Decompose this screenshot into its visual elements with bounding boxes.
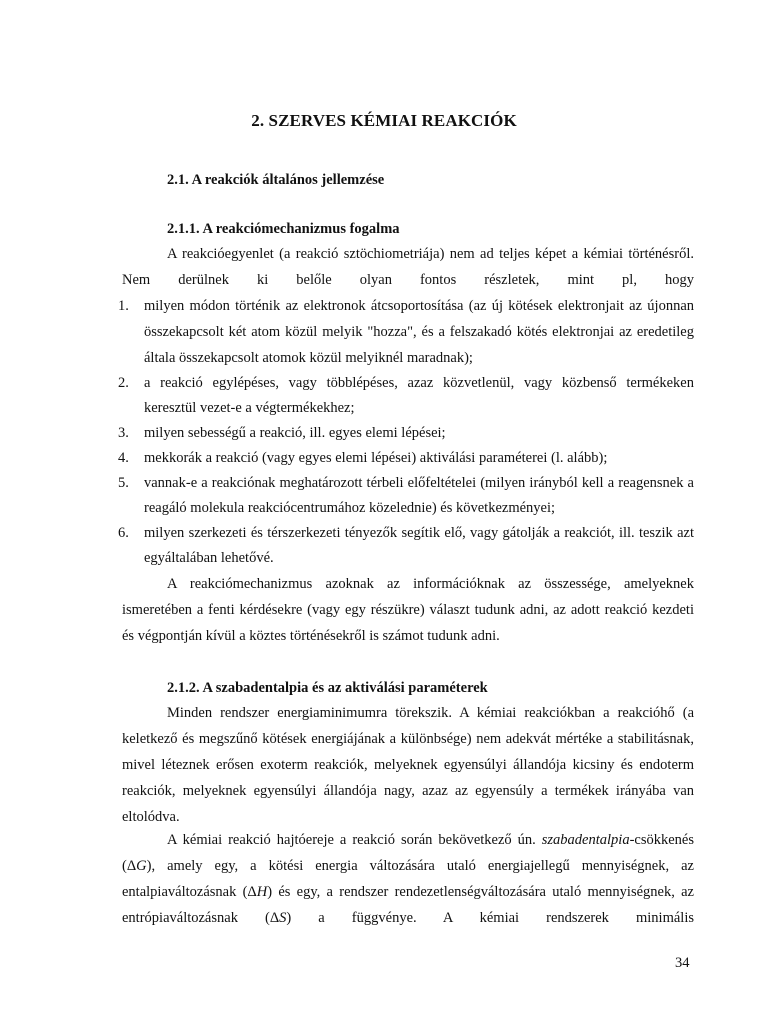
list-item (118, 371, 694, 421)
list-item-text: vannak-e a reakciónak meghatározott térbeli előfeltételei (milyen irányból kell a reagensnek a reagáló molekula reakciócentrumához közelednie) és következményei; (144, 475, 694, 516)
paragraph-text: ) a függvénye. A kémiai rendszerek minimális (286, 910, 694, 926)
paragraph-text: -csökkenés (Δ (122, 832, 694, 874)
section-heading-2-1: 2.1. A reakciók általános jellemzése (167, 172, 385, 188)
symbol-s: S (279, 910, 287, 926)
paragraph-intro (122, 241, 694, 293)
section-heading-2-1-1: 2.1.1. A reakciómechanizmus fogalma (167, 221, 400, 237)
chapter-title: 2. SZERVES KÉMIAI REAKCIÓK (251, 111, 517, 130)
list-item-text: a reakció egylépéses, vagy többlépéses, azaz közvetlenül, vagy közbenső termékeken keresztül vezet-e a végtermékekhez; (144, 375, 694, 416)
list-item (118, 446, 694, 471)
list-item (118, 521, 694, 571)
paragraph-energy-text: Minden rendszer energiaminimumra törekszik. A kémiai reakciókban a reakcióhő (a keletkező és megszűnő kötések energiájának a különbsége) nem adekvát mértéke a stabilitásnak, mivel léteznek erősen exoterm reakciók, melyeknek egyensúlyi állandója kicsiny és endoterm reakciók, melyeknek egyensúlyi állandója nagy, azaz az egyensúly a termékek irányába van eltolódva. (122, 705, 694, 825)
section-heading-2-1-2: 2.1.2. A szabadentalpia és az aktiválási paraméterek (167, 680, 488, 696)
list-item-number: 3. (118, 425, 129, 441)
paragraph-energy (122, 700, 694, 830)
paragraph-intro-text: A reakcióegyenlet (a reakció sztöchiometriája) nem ad teljes képet a kémiai történésről. Nem derülnek ki belőle olyan fontos részletek, mint pl, hogy (122, 246, 694, 288)
question-list (118, 293, 694, 571)
paragraph-closing (122, 571, 694, 649)
list-item-number: 1. (118, 298, 129, 314)
symbol-g: G (136, 858, 147, 874)
page-number: 34 (675, 955, 690, 971)
list-item-number: 5. (118, 475, 129, 491)
symbol-h: H (256, 884, 268, 900)
list-item-number: 6. (118, 525, 129, 541)
list-item-text: milyen szerkezeti és térszerkezeti tényezők segítik elő, vagy gátolják a reakciót, ill. teszik azt egyáltalában lehetővé. (144, 525, 694, 566)
paragraph-text: A kémiai reakció hajtóereje a reakció során bekövetkező ún. (167, 832, 542, 848)
paragraph-text: ), amely egy, a kötési energia változására utaló energiajellegű mennyiségnek, az entalpiaváltozásnak (Δ (122, 858, 694, 900)
list-item (118, 471, 694, 521)
paragraph-free-enthalpy (122, 827, 694, 931)
list-item (118, 421, 694, 446)
list-item-text: milyen módon történik az elektronok átcsoportosítása (az új kötések elektronjait az újonnan összekapcsolt két atom közül melyik "hozza", és a felszakadó kötés elektronjai az eredetileg általa összekapcsolt atomok közül melyiknél maradnak); (144, 298, 694, 366)
list-item-number: 2. (118, 375, 129, 391)
list-item-number: 4. (118, 450, 129, 466)
paragraph-text: ) és egy, a rendszer rendezetlenségváltozására utaló mennyiségnek, az entrópiaváltozásnak (Δ (122, 884, 694, 926)
list-item (118, 293, 694, 371)
paragraph-closing-text: A reakciómechanizmus azoknak az információknak az összessége, amelyeknek ismeretében a fenti kérdésekre (vagy egy részükre) választ tudunk adni, az adott reakció kezdeti és végpontján kívül a köztes történésekről is számot tudunk adni. (122, 576, 694, 644)
list-item-text: milyen sebességű a reakció, ill. egyes elemi lépései; (144, 425, 446, 441)
term-szabadentalpia: szabadentalpia (541, 832, 630, 848)
list-item-text: mekkorák a reakció (vagy egyes elemi lépései) aktiválási paraméterei (l. alább); (144, 450, 608, 466)
